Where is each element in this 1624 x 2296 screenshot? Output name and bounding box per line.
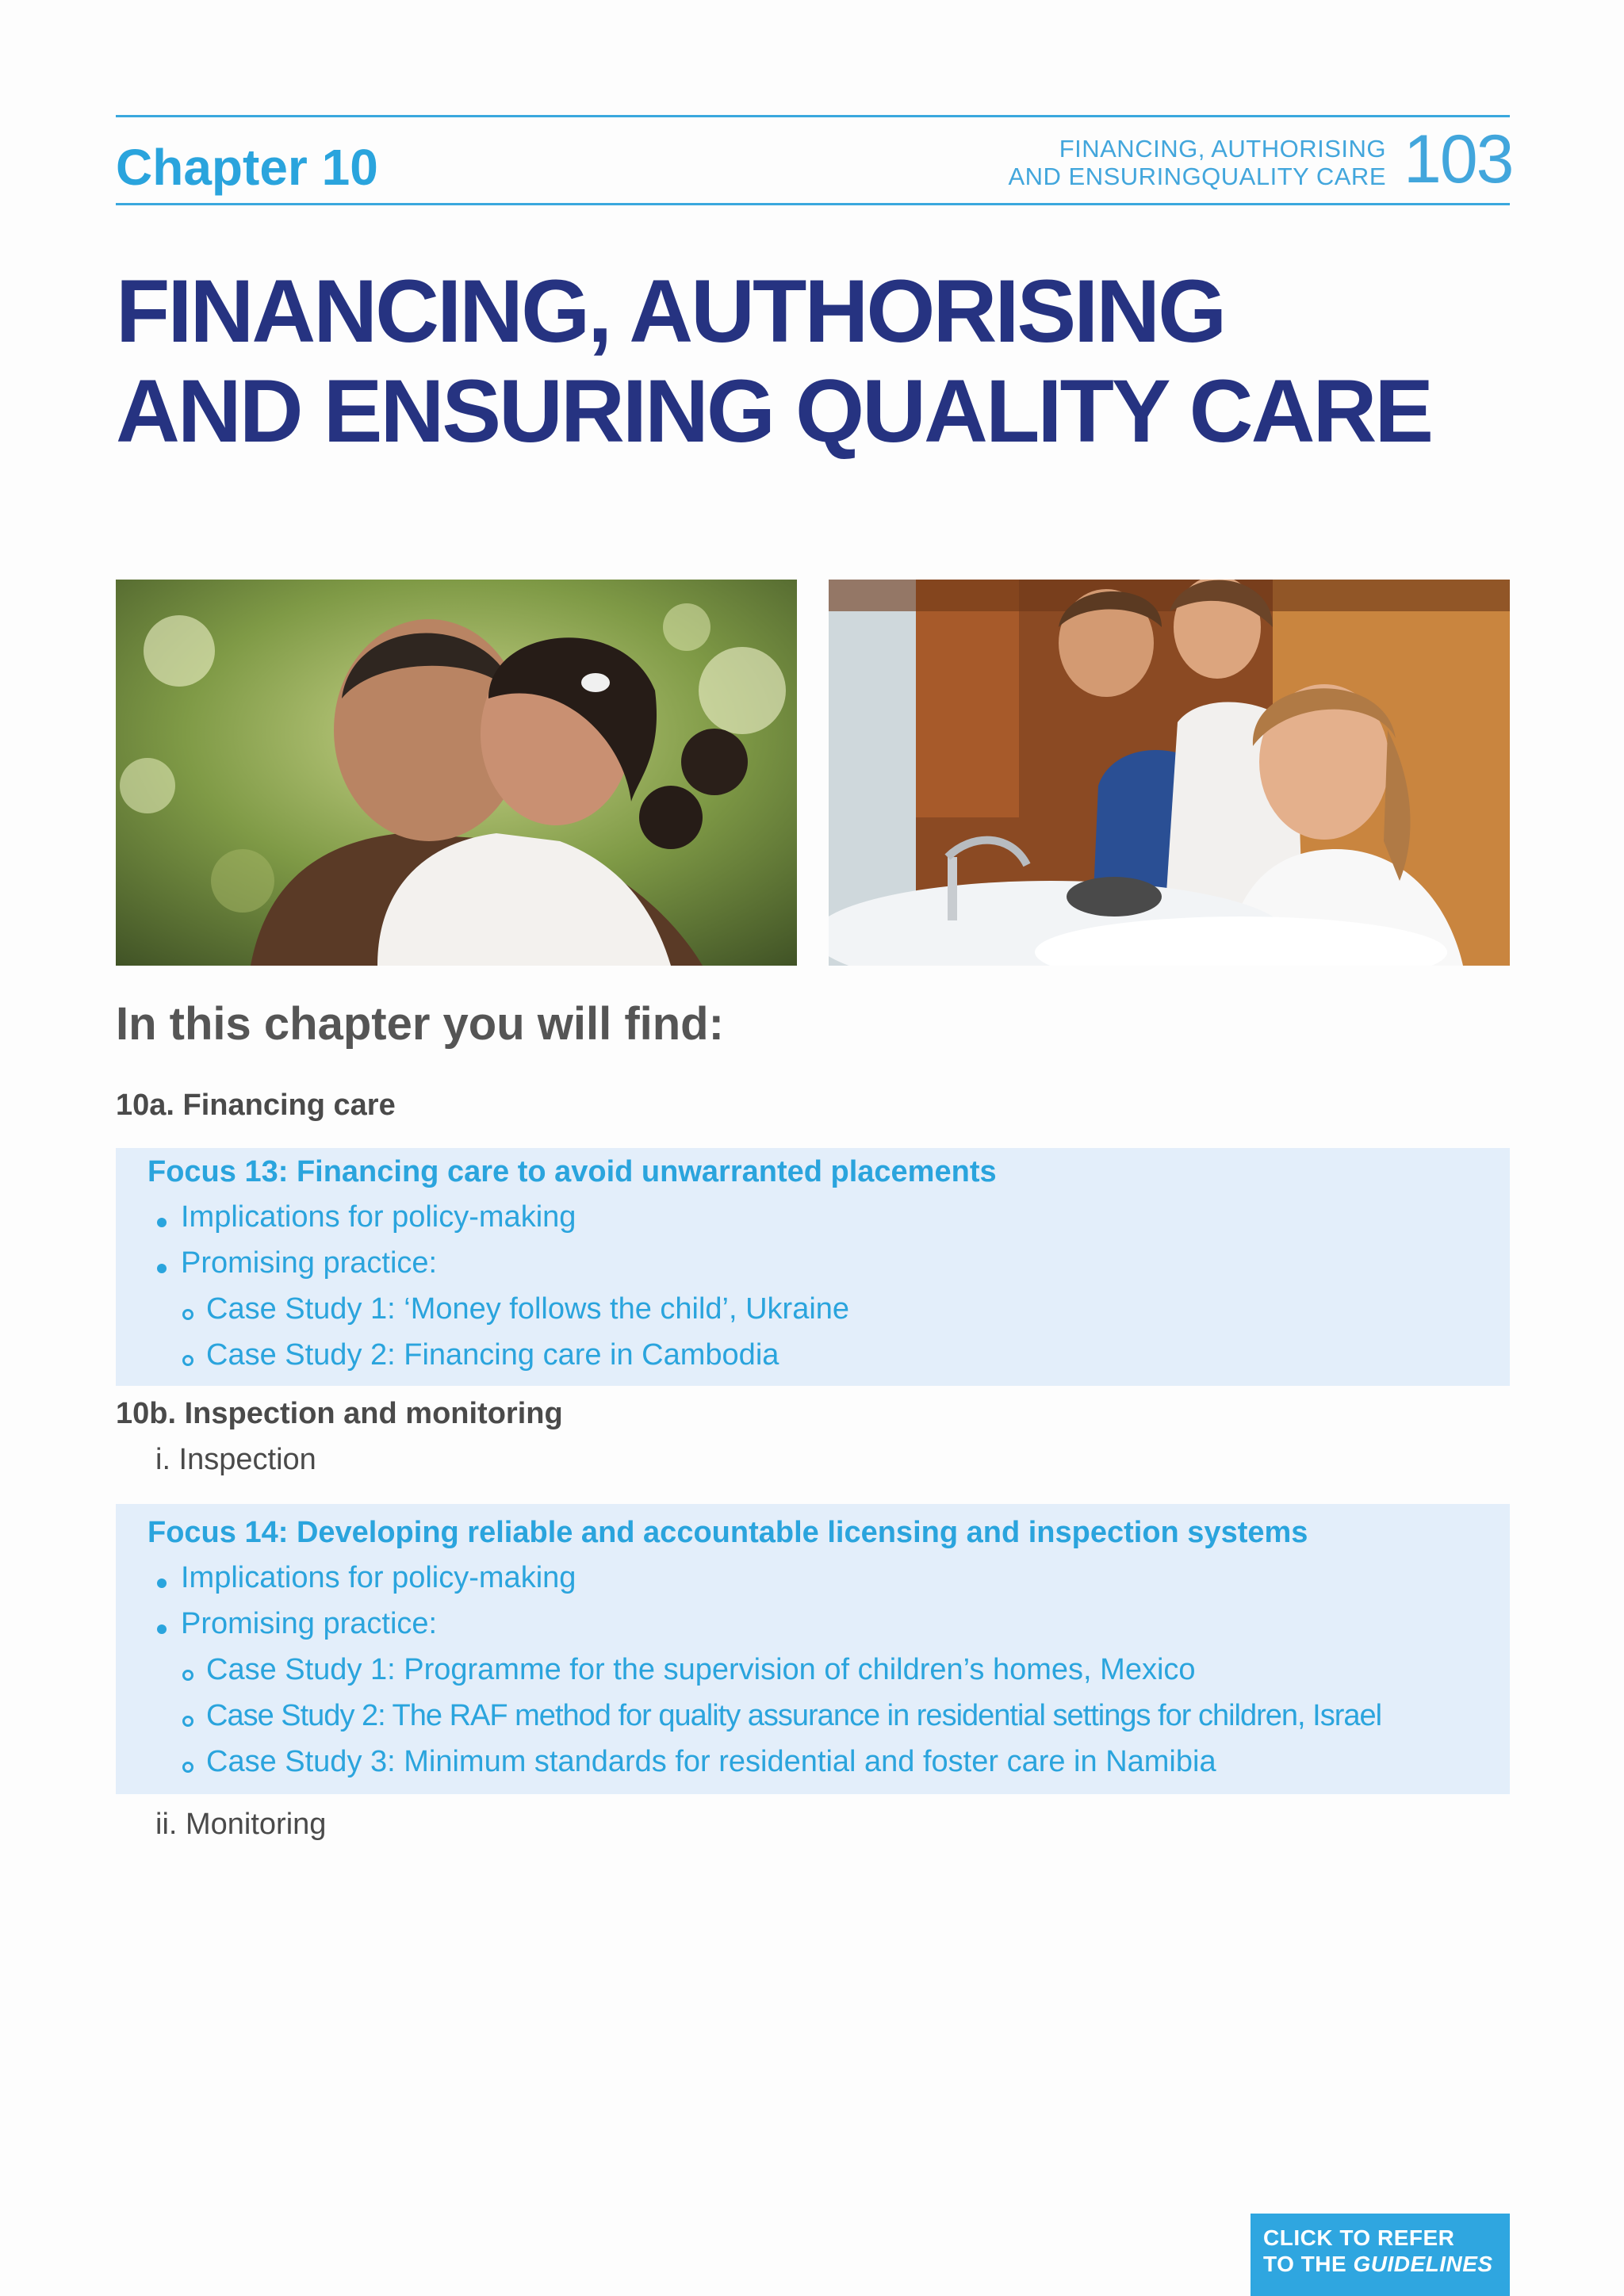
- header-top-rule: [116, 115, 1510, 117]
- focus-14-case-study-3: Case Study 3: Minimum standards for residential and foster care in Namibia: [206, 1745, 1216, 1778]
- ring-bullet-icon: [182, 1670, 193, 1681]
- focus-14-box: [116, 1504, 1510, 1794]
- subsection-inspection: i. Inspection: [155, 1443, 316, 1476]
- focus-14-implications: Implications for policy-making: [181, 1561, 576, 1594]
- running-title: [1008, 135, 1386, 190]
- focus-13-promising-practice: Promising practice:: [181, 1246, 438, 1280]
- chapter-title-line1: FINANCING, AUTHORISING: [116, 262, 1225, 361]
- chapter-label: Chapter 10: [116, 139, 378, 196]
- button-line1: CLICK TO REFER: [1263, 2225, 1455, 2250]
- contents-heading: In this chapter you will find:: [116, 998, 724, 1050]
- chapter-title-line2: AND ENSURING QUALITY CARE: [116, 362, 1432, 461]
- button-line2-prefix: TO THE: [1263, 2252, 1354, 2276]
- ring-bullet-icon: [182, 1762, 193, 1773]
- running-title-line2: AND ENSURINGQUALITY CARE: [1008, 163, 1386, 190]
- focus-13-implications: Implications for policy-making: [181, 1200, 576, 1234]
- bullet-icon: [157, 1264, 167, 1273]
- focus-14-promising-practice: Promising practice:: [181, 1607, 438, 1640]
- photo-father-and-daughter: [116, 580, 797, 966]
- focus-13-case-study-2: Case Study 2: Financing care in Cambodia: [206, 1338, 779, 1372]
- section-10b-title: 10b. Inspection and monitoring: [116, 1397, 563, 1430]
- ring-bullet-icon: [182, 1309, 193, 1320]
- bullet-icon: [157, 1578, 167, 1588]
- focus-14-title: Focus 14: Developing reliable and accountable licensing and inspection systems: [147, 1516, 1308, 1549]
- button-line2: [1263, 2251, 1497, 2277]
- focus-13-title: Focus 13: Financing care to avoid unwarranted placements: [147, 1155, 997, 1188]
- bullet-icon: [157, 1218, 167, 1227]
- focus-13-case-study-1: Case Study 1: ‘Money follows the child’, Ukraine: [206, 1292, 850, 1326]
- focus-13-box: [116, 1148, 1510, 1386]
- page-number: 103: [1404, 121, 1513, 197]
- section-10a-title: 10a. Financing care: [116, 1089, 396, 1122]
- focus-14-case-study-1: Case Study 1: Programme for the supervision of children’s homes, Mexico: [206, 1653, 1196, 1686]
- ring-bullet-icon: [182, 1716, 193, 1727]
- focus-14-case-study-2: Case Study 2: The RAF method for quality assurance in residential settings for children, Israel: [206, 1699, 1382, 1732]
- subsection-monitoring: ii. Monitoring: [155, 1808, 327, 1841]
- bullet-icon: [157, 1624, 167, 1634]
- header-bottom-rule: [116, 203, 1510, 205]
- photo-family-washing-dishes: [829, 580, 1510, 966]
- chapter-title: [116, 262, 1511, 461]
- running-title-line1: FINANCING, AUTHORISING: [1059, 135, 1386, 163]
- button-line2-emphasis: GUIDELINES: [1353, 2252, 1493, 2276]
- ring-bullet-icon: [182, 1355, 193, 1366]
- refer-to-guidelines-button[interactable]: [1251, 2214, 1510, 2296]
